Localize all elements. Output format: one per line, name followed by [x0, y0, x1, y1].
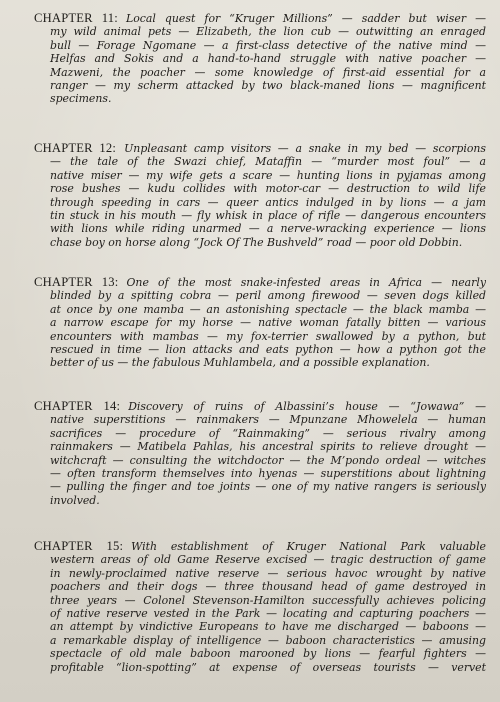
chapter-15-line-5: three years — Colonel Stevenson-Hamilton successfully achieves policing: [50, 593, 486, 607]
chapter-12-line-6: tin stuck in his mouth — fly whisk in place of rifle — dangerous encounters: [50, 209, 486, 223]
chapter-14-summary: [34, 400, 486, 507]
chapter-12-line-5: through speeding in cars — queer antics indulged in by lions — a jam: [50, 195, 486, 209]
chapter-14-line-2: native superstitions — rainmakers — Mpunzane Mhowelela — human: [50, 413, 486, 427]
chapter-14-line-4: rainmakers — Matibela Pahlas, his ancestral spirits to relieve drought —: [50, 440, 486, 454]
chapter-11-line-6: ranger — my scherm attacked by two black-maned lions — magnificent: [50, 79, 486, 93]
chapter-12-line-7: with lions while riding unarmed — a nerve-wracking experience — lions: [50, 222, 486, 236]
chapter-13-summary: [34, 276, 486, 370]
chapter-15-line-7: an attempt by vindictive Europeans to have me discharged — baboons —: [50, 620, 486, 634]
chapter-14-line-5: witchcraft — consulting the witchdoctor — the M’pondo ordeal — witches: [50, 453, 486, 467]
chapter-11-line-4: Helfas and Sokis and a hand-to-hand struggle with native poacher —: [50, 52, 486, 66]
chapter-15-line-4: poachers and their dogs — three thousand head of game destroyed in: [50, 580, 486, 594]
chapter-12-text: Unpleasant camp visitors — a snake in my bed — scorpions: [124, 142, 486, 155]
chapter-11-summary: [34, 12, 486, 106]
chapter-14-line-7: — pulling the finger and toe joints — one of my native rangers is seriously: [50, 480, 486, 494]
chapter-11-line-1: [34, 12, 486, 25]
chapter-14-text: Discovery of ruins of Albassini’s house — “Jowawa” —: [128, 400, 486, 413]
chapter-15-line-9: spectacle of old male baboon marooned by lions — fearful fighters —: [50, 647, 486, 661]
chapter-14-line-6: — often transform themselves into hyenas — superstitions about lightning: [50, 467, 486, 481]
chapter-15-line-2: western areas of old Game Reserve excised — tragic destruction of game: [50, 553, 486, 567]
chapter-13-line-6: rescued in time — lion attacks and eats python — how a python got the: [50, 343, 486, 357]
chapter-14-line-8: involved.: [50, 493, 100, 507]
chapter-13-text: One of the most snake-infested areas in Africa — nearly: [126, 276, 486, 289]
chapter-15-line-3: in newly-proclaimed native reserve — serious havoc wrought by native: [50, 566, 486, 580]
chapter-13-line-5: encounters with mambas — my fox-terrier swallowed by a python, but: [50, 329, 486, 343]
chapter-11-label: CHAPTER 11:: [34, 12, 118, 25]
chapter-13-line-3: at once by one mamba — an astonishing spectacle — the black mamba —: [50, 302, 486, 316]
chapter-13-line-1: [34, 276, 486, 289]
chapter-15-label: CHAPTER 15:: [34, 540, 124, 553]
chapter-11-line-7: specimens.: [50, 92, 112, 106]
chapter-15-summary: [34, 540, 486, 674]
chapter-15-line-6: of native reserve vested in the Park — locating and capturing poachers —: [50, 607, 486, 621]
chapter-14-line-3: sacrifices — procedure of “Rainmaking” — serious rivalry among: [50, 426, 486, 440]
chapter-12-line-4: rose bushes — kudu collides with motor-car — destruction to wild life: [50, 182, 486, 196]
chapter-13-line-7: better of us — the fabulous Muhlambela, and a possible explanation.: [50, 356, 430, 370]
chapter-12-line-8: chase boy on horse along “Jock Of The Bushveld” road — poor old Dobbin.: [50, 235, 463, 249]
chapter-12-line-2: — the tale of the Swazi chief, Mataffin — “murder most foul” — a: [50, 155, 486, 169]
chapter-15-line-8: a remarkable display of intelligence — baboon characteristics — amusing: [50, 633, 486, 647]
chapter-12-label: CHAPTER 12:: [34, 142, 117, 155]
chapter-15-line-1: [34, 540, 486, 553]
chapter-13-line-2: blinded by a spitting cobra — peril among firewood — seven dogs killed: [50, 289, 486, 303]
chapter-15-text: With establishment of Kruger National Park valuable: [131, 540, 486, 553]
chapter-14-line-1: [34, 400, 486, 413]
chapter-15-line-10: profitable “lion-spotting” at expense of overseas tourists — vervet: [50, 660, 486, 674]
chapter-13-line-4: a narrow escape for my horse — native woman fatally bitten — various: [50, 316, 486, 330]
chapter-13-label: CHAPTER 13:: [34, 276, 119, 289]
chapter-11-line-3: bull — Forage Ngomane — a first-class detective of the native mind —: [50, 38, 486, 52]
chapter-11-line-5: Mazweni, the poacher — some knowledge of first-aid essential for a: [50, 65, 486, 79]
chapter-12-summary: [34, 142, 486, 249]
chapter-11-text: Local quest for “Kruger Millions” — sadder but wiser —: [125, 12, 486, 25]
chapter-12-line-1: [34, 142, 486, 155]
chapter-14-label: CHAPTER 14:: [34, 400, 121, 413]
chapter-11-line-2: my wild animal pets — Elizabeth, the lion cub — outwitting an enraged: [50, 25, 486, 39]
chapter-12-line-3: native miser — my wife gets a scare — hunting lions in pyjamas among: [50, 168, 486, 182]
